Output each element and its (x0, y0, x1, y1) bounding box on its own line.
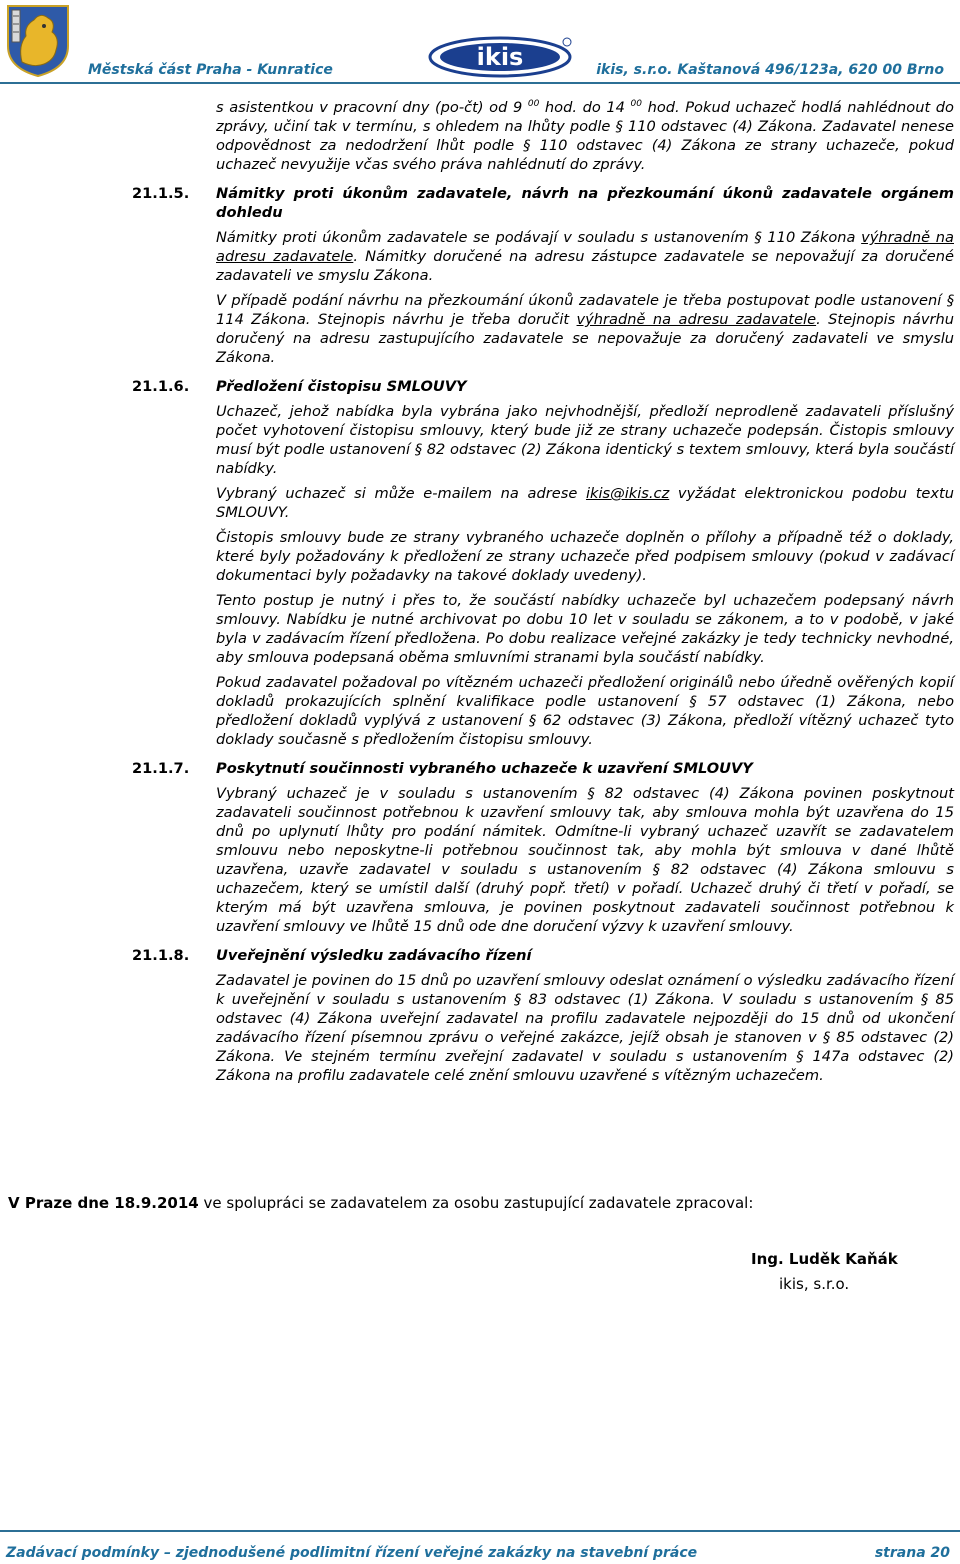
header-municipality: Městská část Praha - Kunratice (88, 62, 333, 78)
section-21-1-7 (0, 759, 960, 778)
intro-paragraph (216, 98, 954, 174)
section-number: 21.1.5. (132, 185, 190, 202)
email-link[interactable]: ikis@ikis.cz (585, 485, 670, 502)
ikis-logo-icon (425, 34, 575, 80)
footer-divider (0, 1530, 960, 1532)
section-title: Předložení čistopisu SMLOUVY (216, 378, 467, 395)
text: V případě podání návrhu na přezkoumání úkonů zadavatele je třeba postupovat podle ustanovení § 114 Zákona. Stejnopis návrhu je třeba doručit (216, 292, 954, 328)
text: . Námitky doručené na adresu zástupce zadavatele se nepovažují za doručené zadavateli ve smyslu Zákona. (216, 248, 954, 284)
intro-sup-2: 00 (630, 99, 642, 110)
underlined-text: výhradně na adresu zadavatele (216, 229, 954, 265)
closing-line (8, 1194, 753, 1213)
section-number: 21.1.8. (132, 947, 190, 964)
section-number: 21.1.6. (132, 378, 190, 395)
section-21-1-6 (0, 377, 960, 396)
paragraph: Tento postup je nutný i přes to, že součástí nabídky uchazeče byl uchazečem podepsaný návrh smlouvy. Nabídku je nutné archivovat po dobu 10 let v souladu se zákonem, a to v podobě, v jaké byla v zadávacím řízení předložena. Po dobu realizace veřejné zakázky je tedy technicky nevhodné, aby smlouva podepsaná oběma smluvními stranami byla součástí nabídky. (216, 592, 954, 666)
header-divider (0, 82, 960, 84)
paragraph: Uchazeč, jehož nabídka byla vybrána jako nejvhodnější, předloží neprodleně zadavateli příslušný počet vyhotovení čistopisu smlouvy, který bude již ze strany uchazeče podepsán. Čistopis smlouvy musí být podle ustanovení § 82 odstavec (2) Zákona identický s textem smlouvy, která byla součástí nabídky. (216, 403, 954, 477)
text: Námitky proti úkonům zadavatele se podávají v souladu s ustanovením § 110 Zákona (216, 229, 862, 246)
section-21-1-5 (0, 184, 960, 222)
paragraph (216, 228, 954, 285)
page-header (0, 0, 960, 86)
intro-text-3: hod. Pokud uchazeč hodlá nahlédnout do zprávy, učiní tak v termínu, s ohledem na lhůty podle § 110 odstavec (4) Zákona. Zadavatel nenese odpovědnost za nedodržení lhůt podle § 110 odstavec (4) Zákona ze strany uchazeče, pokud uchazeč nevyužije včas svého práva nahlédnutí do zprávy. (216, 99, 954, 173)
paragraph: Pokud zadavatel požadoval po vítězném uchazeči předložení originálů nebo úředně ověřených kopií dokladů prokazujících splnění kvalifikace podle ustanovení § 57 odstavec (1) Zákona, nebo předložení dokladů vyplývá z ustanovení § 62 odstavec (3) Zákona, předloží vítězný uchazeč tyto doklady současně s předložením čistopisu smlouvy. (216, 674, 954, 748)
text: Vybraný uchazeč si může e-mailem na adrese (216, 485, 586, 502)
section-title: Poskytnutí součinnosti vybraného uchazeče k uzavření SMLOUVY (216, 760, 753, 777)
closing-date: V Praze dne 18.9.2014 (8, 1194, 199, 1212)
text: vyžádat elektronickou podobu textu SMLOUVY. (216, 485, 955, 521)
section-title: Námitky proti úkonům zadavatele, návrh na přezkoumání úkonů zadavatele orgánem dohledu (216, 185, 954, 221)
text: . Stejnopis návrhu doručený na adresu zastupujícího zadavatele se nepovažuje za doručený zadavateli ve smyslu Zákona. (216, 311, 955, 366)
section-number: 21.1.7. (132, 760, 190, 777)
underlined-text: výhradně na adresu zadavatele (576, 311, 817, 328)
section-21-1-8 (0, 946, 960, 965)
logo-text: ikis (476, 43, 524, 71)
paragraph (216, 291, 954, 367)
signatory-name: Ing. Luděk Kaňák (751, 1250, 898, 1268)
paragraph: Čistopis smlouvy bude ze strany vybraného uchazeče doplněn o přílohy a případně též o doklady, které byly požadovány k předložení ze strany uchazeče před podpisem smlouvy (pokud v zadávací dokumentaci byly požadavky na takové doklady uvedeny). (216, 529, 954, 584)
section-title: Uveřejnění výsledku zadávacího řízení (216, 947, 532, 964)
header-company-address: ikis, s.r.o. Kaštanová 496/123a, 620 00 Brno (596, 62, 944, 78)
intro-text-1: s asistentkou v pracovní dny (po-čt) od 9 (216, 99, 528, 116)
closing-text: ve spolupráci se zadavatelem za osobu zastupující zadavatele zpracoval: (198, 1194, 754, 1212)
footer-document-title: Zadávací podmínky – zjednodušené podlimitní řízení veřejné zakázky na stavební práce (6, 1545, 698, 1561)
signatory-organization: ikis, s.r.o. (779, 1275, 850, 1293)
intro-sup-1: 00 (527, 99, 540, 110)
municipal-crest-icon (4, 2, 72, 78)
document-body (0, 98, 960, 1091)
paragraph: Zadavatel je povinen do 15 dnů po uzavření smlouvy odeslat oznámení o výsledku zadávacího řízení k uveřejnění v souladu s ustanovením § 83 odstavec (1) Zákona. V souladu s ustanovením § 85 odstavec (4) Zákona uveřejní zadavatel na profilu zadavatele nejpozději do 15 dnů od ukončení zadávacího řízení písemnou zprávu o veřejné zakázce, jejíž obsah je stanoven v § 85 odstavec (2) Zákona. Ve stejném termínu zveřejní zadavatel v souladu s ustanovením § 147a odstavec (2) Zákona na profilu zadavatele celé znění smlouvu uzavřené s vítězným uchazečem. (216, 972, 954, 1084)
intro-text-2: hod. do 14 (539, 99, 631, 116)
footer-page-number: strana 20 (874, 1545, 950, 1561)
paragraph: Vybraný uchazeč je v souladu s ustanovením § 82 odstavec (4) Zákona povinen poskytnout zadavateli součinnost potřebnou k uzavření smlouvy tak, aby smlouva mohla být uzavřena do 15 dnů po uplynutí lhůty pro podání námitek. Odmítne-li vybraný uchazeč uzavřít se zadavatelem smlouvu nebo neposkytne-li potřebnou součinnost tak, aby mohla být smlouva v dané lhůtě uzavřena, uzavře zadavatel v souladu s ustanovením § 82 odstavec (4) Zákona smlouvu s uchazečem, který se umístil další (druhý popř. třetí) v pořadí. Uchazeč druhý či třetí v pořadí, se kterým má být uzavřena smlouva, je povinen poskytnout zadavateli součinnost potřebnou k uzavření smlouvy ve lhůtě 15 dnů ode dne doručení výzvy k uzavření smlouvy. (216, 785, 954, 935)
paragraph (216, 484, 954, 522)
